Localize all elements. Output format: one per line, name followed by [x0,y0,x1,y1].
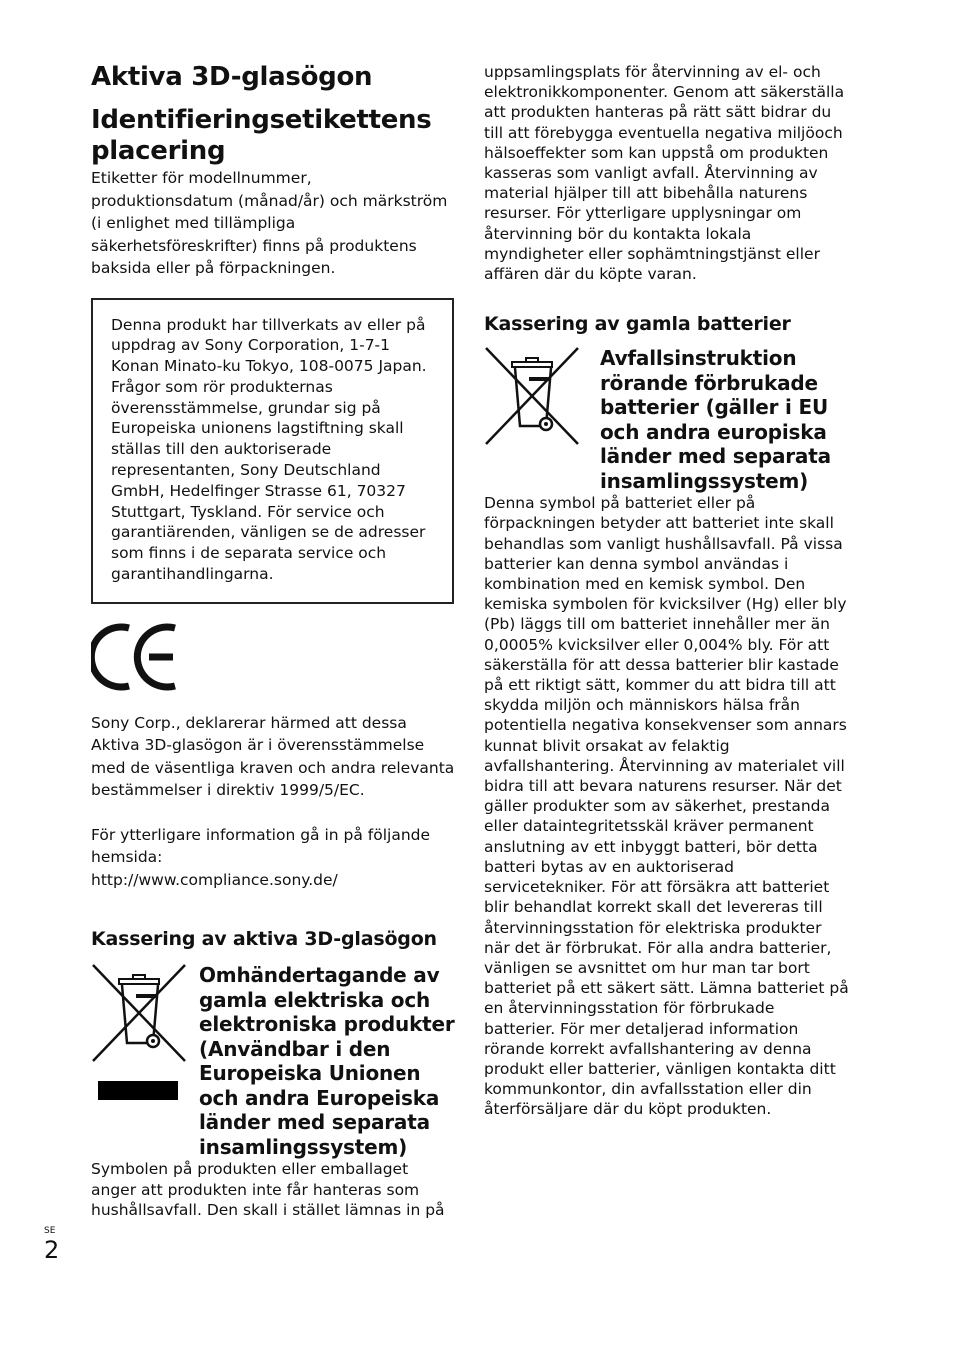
page-title: Aktiva 3D-glasögon [91,62,373,92]
battery-disposal-heading: Kassering av gamla batterier [484,313,791,336]
language-code: SE [44,1226,56,1236]
battery-text: Denna symbol på batteriet eller på förpackningen betyder att batteriet inte skall behandlas som vanligt hushållsavfall. På vissa batterier kan denna symbol användas i kombination med en kemisk symbol. Den kemiska symbolen för kvicksilver (Hg) eller bly (Pb) läggs till om batteriet innehåller mer än 0,0005% kvicksilver eller 0,004% bly. För att säkerställa för att dessa batterier blir kastade på ett riktigt sätt, kommer du att bidra till att skydda miljön och människors hälsa från potentiella negativa konsekvenser som annars kunnat blivit orsakat av felaktig avfallshantering. Återvinning av materialet vill bidra till att bevara naturens resurser. När det gäller produkter som av säkerhet, prestanda eller dataintegritetsskäl kräver permanent anslutning av ett inbyggt batteri, bör detta batteri bytas av en auktoriserad servicetekniker. För att försäkra att batteriet blir behandlat korrekt skall det levereras till återvinningsstation för elektriska produkter när det är förbrukat. För alla andra batterier, vänligen se avsnittet om hur man tar bort batteriet på ett säkert sätt. Lämna batteriet på en återvinningsstation för förbrukade batterier. För mer detaljerad information rörande korrekt avfallshantering av denna produkt eller batterier, vänligen kontakta ditt kommunkontor, din avfallsstation eller din återförsäljare där du köpt produkten. [484,494,849,1119]
weee-heading: Omhändertagande av gamla elektriska och elektroniska produkter (Användbar i den Europeiska Unionen och andra Europeiska länder med separata insamlingssystem) [199,963,455,1159]
conformity-declaration: Sony Corp., deklarerar härmed att dessa Aktiva 3D-glasögon är i överensstämmelse med de väsentliga kraven och andra relevanta bestämmelser i direktiv 1999/5/EC. [91,713,455,800]
weee-text: Symbolen på produkten eller emballaget anger att produkten inte får hanteras som hushållsavfall. Den skall i stället lämnas in på [91,1160,445,1219]
battery-subheading: Avfallsinstruktion rörande förbrukade batterier (gäller i EU och andra europiska länder med separata insamlingssystem) [600,346,831,493]
weee-text-continued: uppsamlingsplats för återvinning av el- och elektronikkomponenter. Genom att säkerställa att produkten hanteras på rätt sätt bidrar du till att förebygga eventuella negativa miljöoch hälsoeffekter som kan uppstå om produkten kasseras som vanligt avfall. Återvinning av material hjälper till att bibehålla naturens resurser. För ytterligare upplysningar om återvinning bör du kontakta lokala myndigheter eller sophämtningstjänst eller affären där du köpte varan. [484,63,845,284]
compliance-link[interactable]: http://www.compliance.sony.de/ [91,870,338,889]
label-location-text: Etiketter för modellnummer, produktionsdatum (månad/år) och märkström (i enlighet med tillämpliga säkerhetsföreskrifter) finns på produktens baksida eller på förpackningen. [91,169,448,277]
weee-symbol [91,963,199,1159]
page-footer [44,1226,59,1264]
date-marker-bar [98,1081,178,1100]
crossed-out-bin-icon [91,963,187,1063]
more-info-label: För ytterligare information gå in på följande hemsida: [91,825,431,867]
weee-section [91,963,457,1159]
battery-symbol [484,346,600,493]
right-column [484,62,850,1120]
disposal-heading: Kassering av aktiva 3D-glasögon [91,928,437,951]
more-info-text [91,824,457,892]
left-column [91,62,457,1220]
page-number: 2 [44,1236,60,1264]
ce-mark-icon [91,622,181,692]
crossed-out-bin-icon [484,346,580,446]
manufacturer-notice-box: Denna produkt har tillverkats av eller på uppdrag av Sony Corporation, 1-7-1 Konan Minato-ku Tokyo, 108-0075 Japan. Frågor som rör produkternas överensstämmelse, grundar sig på Europeiska unionens lagstiftning skall ställas till den auktoriserade representanten, Sony Deutschland GmbH, Hedelfinger Strasse 61, 70327 Stuttgart, Tyskland. För service och garantiärenden, vänligen se de adresser som finns i de separata service och garantihandlingarna. [91,298,454,604]
label-location-heading: Identifieringsetikettens placering [91,105,432,166]
battery-section [484,346,850,493]
